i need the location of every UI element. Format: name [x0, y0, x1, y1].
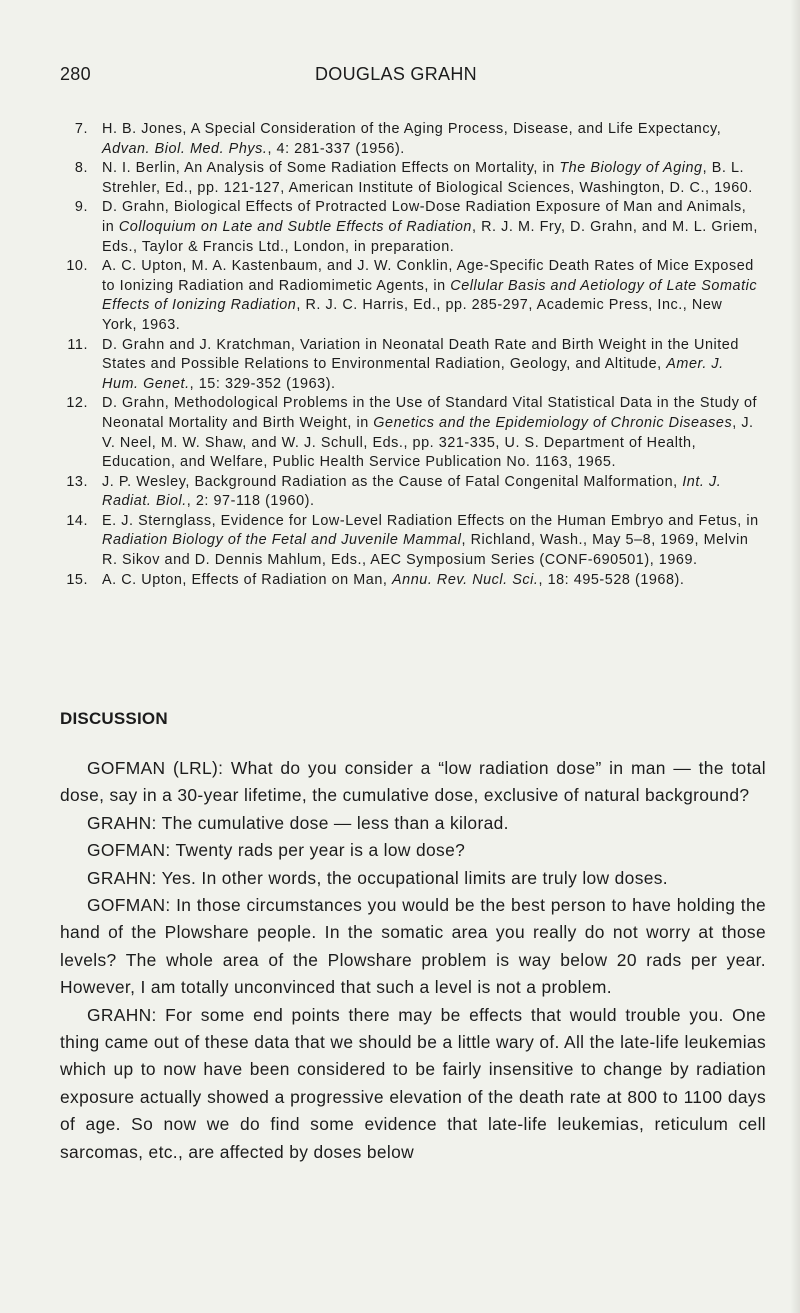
reference-text: , R. J. M. Fry, D. Grahn, and M. L. Griem, Eds., Taylor & Francis Ltd., London, in preparation. [102, 218, 758, 255]
reference-item [60, 512, 760, 571]
reference-source-title: Cellular Basis and Aetiology of Late Somatic Effects of Ionizing Radiation [102, 277, 758, 314]
reference-text: , 2: 97-118 (1960). [186, 493, 315, 510]
discussion-paragraph: GOFMAN: Twenty rads per year is a low dose? [87, 840, 466, 861]
reference-number: 10. [66, 258, 88, 275]
reference-item [60, 257, 760, 335]
reference-text: , 18: 495-528 (1968). [538, 571, 685, 588]
reference-number: 13. [66, 473, 88, 490]
reference-text: E. J. Sternglass, Evidence for Low-Level Radiation Effects on the Human Embryo and Fetus, in [102, 512, 759, 529]
reference-text: D. Grahn, Methodological Problems in the Use of Standard Vital Statistical Data in the Study of Neonatal Mortality and Birth Weight, in [102, 395, 758, 431]
reference-source-title: Int. J. Radiat. Biol. [102, 473, 722, 510]
reference-source-title: Genetics and the Epidemiology of Chronic Diseases [373, 414, 733, 431]
reference-item [60, 571, 760, 591]
reference-number: 7. [74, 121, 88, 137]
reference-source-title: Annu. Rev. Nucl. Sci. [392, 571, 539, 588]
reference-source-title: Colloquium on Late and Subtle Effects of Radiation [118, 218, 472, 235]
reference-number: 15. [66, 571, 88, 588]
reference-text: A. C. Upton, M. A. Kastenbaum, and J. W. Conklin, Age-Specific Death Rates of Mice Exposed to Ionizing Radiation and Radiomimetic Agents, in [102, 258, 754, 294]
reference-text: , B. L. Strehler, Ed., pp. 121-127, American Institute of Biological Sciences, Washington, D. C., 1960. [102, 160, 753, 196]
discussion-paragraph: GOFMAN: In those circumstances you would be the best person to have holding the hand of the Plowshare people. In the somatic area you really do not worry at those levels? The whole area of the Plowshare problem is way below 20 rads per year. However, I am totally unconvinced that such a level is not a problem. [60, 895, 766, 998]
reference-number: 12. [66, 395, 88, 412]
reference-text: , J. V. Neel, M. W. Shaw, and W. J. Schull, Eds., pp. 321-335, U. S. Department of Health, Education, and Welfare, Public Health Service Publication No. 1163, 1965. [102, 414, 754, 471]
reference-text: , Richland, Wash., May 5–8, 1969, Melvin R. Sikov and D. Dennis Mahlum, Eds., AEC Symposium Series (CONF-690501), 1969. [102, 532, 749, 569]
reference-text: D. Grahn, Biological Effects of Protracted Low-Dose Radiation Exposure of Man and Animals, in [102, 199, 747, 235]
reference-text: J. P. Wesley, Background Radiation as the Cause of Fatal Congenital Malformation, [102, 473, 683, 490]
reference-source-title: Advan. Biol. Med. Phys. [102, 140, 268, 157]
reference-source-title: The Biology of Aging [559, 160, 703, 177]
page-edge-shadow [790, 0, 800, 1313]
discussion-body [60, 755, 766, 1166]
page-number: 280 [60, 64, 91, 84]
reference-text: N. I. Berlin, An Analysis of Some Radiation Effects on Mortality, in [102, 160, 560, 177]
running-head: DOUGLAS GRAHN [315, 64, 477, 84]
discussion-paragraph: GRAHN: For some end points there may be effects that would trouble you. One thing came out of these data that we should be a little wary of. All the late-life leukemias which up to now have been considered to be fairly insensitive to change by radiation exposure actually showed a progressive elevation of the death rate at 800 to 1100 days of age. So now we do find some evidence that late-life leukemias, reticulum cell sarcomas, etc., are affected by doses below [60, 1004, 766, 1162]
discussion-paragraph: GRAHN: Yes. In other words, the occupational limits are truly low doses. [87, 867, 668, 888]
reference-number: 9. [74, 199, 88, 216]
reference-item [60, 198, 760, 257]
reference-source-title: Amer. J. Hum. Genet. [102, 356, 724, 392]
reference-item [60, 120, 760, 159]
reference-text: H. B. Jones, A Special Consideration of the Aging Process, Disease, and Life Expectancy, [102, 121, 722, 137]
reference-source-title: Radiation Biology of the Fetal and Juvenile Mammal [102, 532, 462, 549]
discussion-paragraph: GOFMAN (LRL): What do you consider a “low radiation dose” in man — the total dose, say in a 30-year lifetime, the cumulative dose, exclusive of natural background? [60, 758, 766, 806]
reference-text: D. Grahn and J. Kratchman, Variation in Neonatal Death Rate and Birth Weight in the United States and Possible Relations to Environmental Radiation, Geology, and Altitude, [102, 336, 739, 373]
reference-text: , R. J. C. Harris, Ed., pp. 285-297, Academic Press, Inc., New York, 1963. [102, 297, 723, 333]
reference-item [60, 336, 760, 395]
reference-item [60, 473, 760, 512]
reference-list [60, 120, 760, 590]
discussion-paragraph: GRAHN: The cumulative dose — less than a kilorad. [87, 812, 509, 833]
reference-text: , 4: 281-337 (1956). [267, 140, 405, 157]
reference-text: A. C. Upton, Effects of Radiation on Man, [102, 571, 393, 588]
reference-number: 14. [66, 512, 88, 529]
reference-item [60, 394, 760, 472]
reference-number: 8. [74, 160, 88, 177]
discussion-heading: DISCUSSION [60, 709, 168, 728]
reference-item [60, 159, 760, 198]
reference-number: 11. [67, 336, 88, 353]
reference-text: , 15: 329-352 (1963). [189, 375, 336, 392]
